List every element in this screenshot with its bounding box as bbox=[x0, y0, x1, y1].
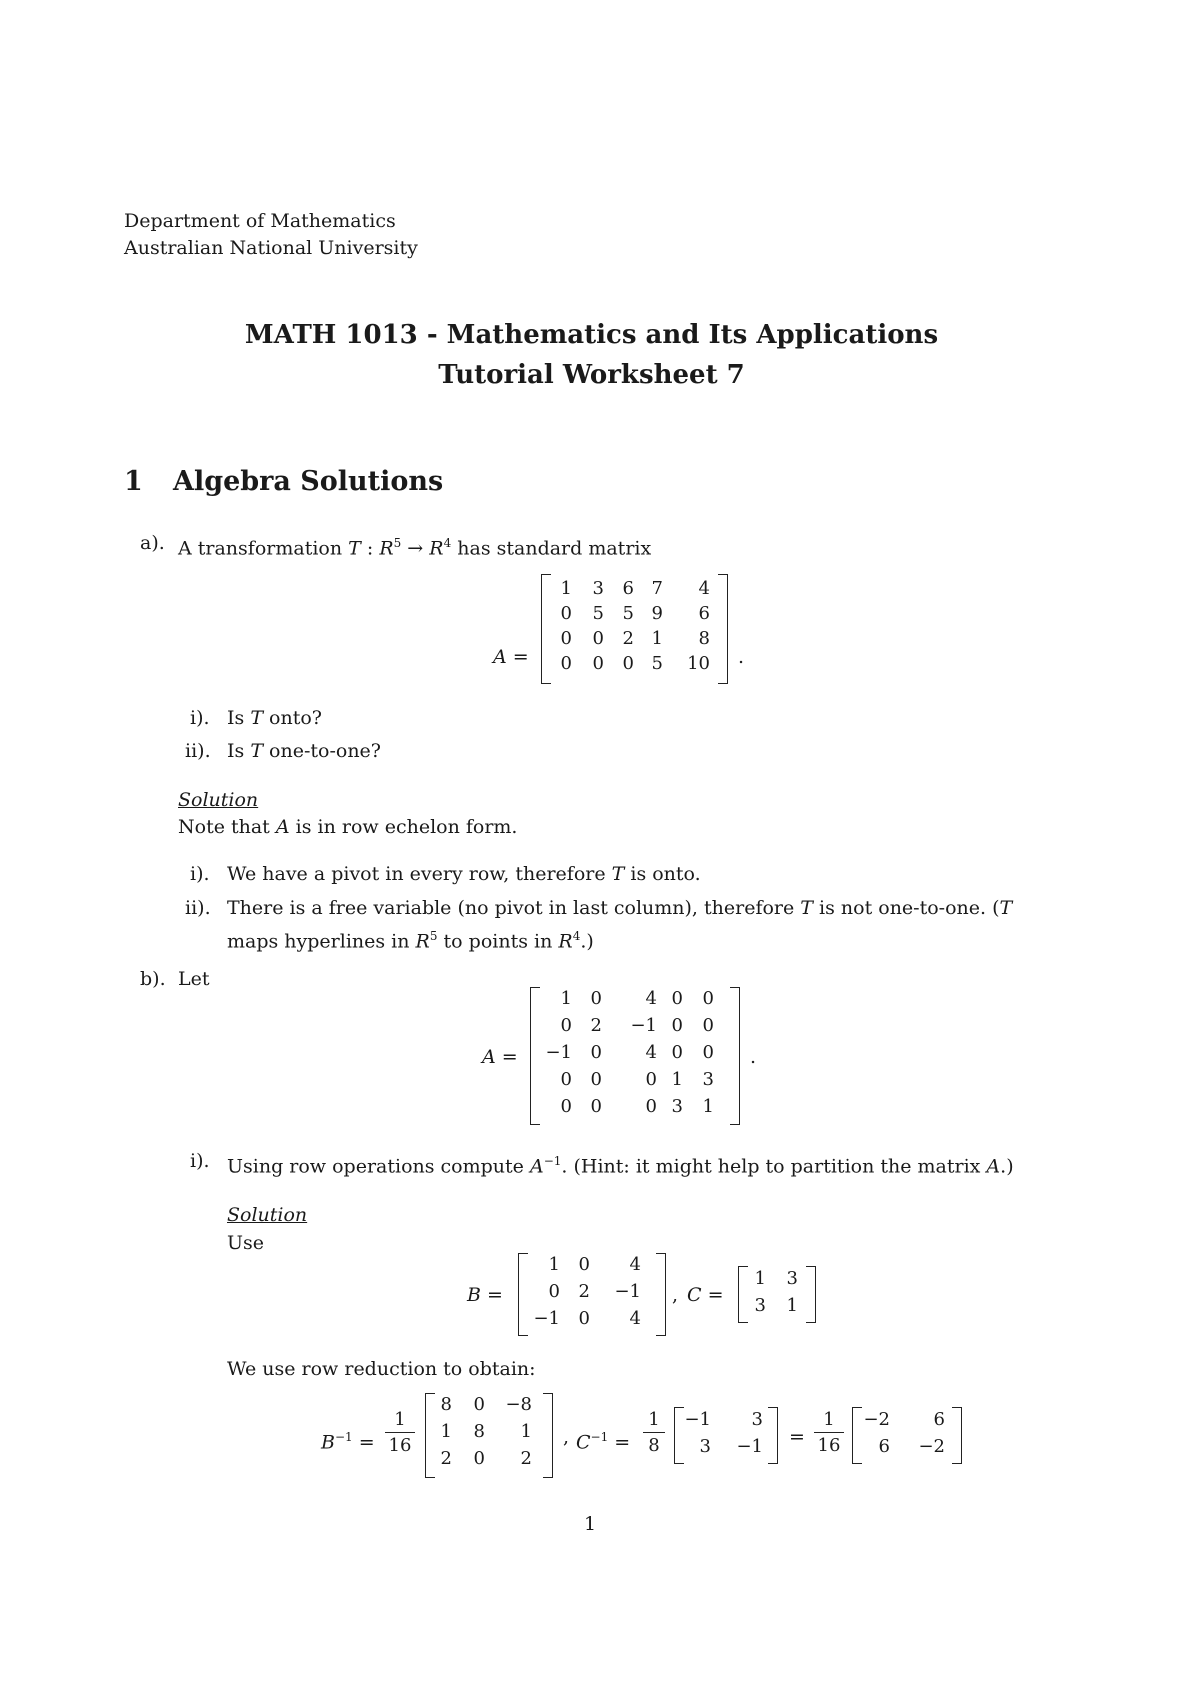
matrix-cell: −1 bbox=[614, 1281, 641, 1302]
matrix-cell: 0 bbox=[560, 1096, 572, 1117]
matrix-cell: 0 bbox=[702, 1042, 714, 1063]
matrix-cell: 1 bbox=[548, 1254, 560, 1275]
matrix-cell: 7 bbox=[651, 578, 663, 599]
matrix-Cinv2 bbox=[852, 1407, 962, 1464]
matrix-cell: 0 bbox=[590, 1042, 602, 1063]
matrix-cell: 3 bbox=[699, 1436, 711, 1457]
section-number: 1 bbox=[124, 466, 143, 497]
matrix-a-b bbox=[530, 987, 740, 1125]
matrix-cell: 0 bbox=[548, 1281, 560, 1302]
matrix-cell: 0 bbox=[592, 653, 604, 674]
row-reduction-text: We use row reduction to obtain: bbox=[227, 1358, 536, 1380]
matrix-cell: 4 bbox=[629, 1254, 641, 1275]
matrix-cell: 1 bbox=[754, 1268, 766, 1289]
question-b-i: Using row operations compute $A^{-1}$. (Hint: it might help to partition the matrix A.) bbox=[227, 1154, 1014, 1178]
matrix-cell: 0 bbox=[560, 1069, 572, 1090]
matrix-cell: 0 bbox=[590, 988, 602, 1009]
matrix-a-period: . bbox=[738, 646, 745, 668]
part-b-label: b). bbox=[140, 968, 166, 990]
matrix-cell: 0 bbox=[560, 1015, 572, 1036]
matrix-cell: 1 bbox=[702, 1096, 714, 1117]
matrix-cell: −1 bbox=[545, 1042, 572, 1063]
matrix-cell: 6 bbox=[622, 578, 634, 599]
part-a-label: a). bbox=[140, 532, 165, 554]
matrix-cell: 0 bbox=[671, 1015, 683, 1036]
matrix-cell: −2 bbox=[863, 1409, 890, 1430]
part-b-let: Let bbox=[178, 968, 210, 990]
university-name: Australian National University bbox=[124, 237, 418, 259]
comma: , bbox=[672, 1284, 679, 1306]
matrix-B bbox=[518, 1253, 666, 1336]
Cinv2-fraction: 1 16 bbox=[814, 1409, 844, 1456]
matrix-cell: 4 bbox=[645, 988, 657, 1009]
matrix-cell: −2 bbox=[918, 1436, 945, 1457]
matrix-cell: 0 bbox=[622, 653, 634, 674]
matrix-C-lhs: C = bbox=[687, 1284, 724, 1306]
matrix-cell: 3 bbox=[702, 1069, 714, 1090]
matrix-cell: 0 bbox=[578, 1308, 590, 1329]
matrix-cell: 0 bbox=[560, 628, 572, 649]
matrix-cell: −8 bbox=[505, 1394, 532, 1415]
matrix-cell: 1 bbox=[651, 628, 663, 649]
use-text: Use bbox=[227, 1232, 265, 1254]
matrix-cell: −1 bbox=[684, 1409, 711, 1430]
matrix-a-lhs: A = bbox=[493, 646, 529, 668]
section-title: Algebra Solutions bbox=[173, 466, 444, 497]
question-ii: Is T one-to-one? bbox=[227, 740, 381, 762]
matrix-cell: 0 bbox=[560, 603, 572, 624]
matrix-cell: 4 bbox=[629, 1308, 641, 1329]
department-name: Department of Mathematics bbox=[124, 210, 396, 232]
matrix-Cinv bbox=[674, 1407, 778, 1464]
matrix-cell: 0 bbox=[578, 1254, 590, 1275]
matrix-cell: 8 bbox=[698, 628, 710, 649]
matrix-Binv bbox=[425, 1393, 553, 1478]
right-bracket bbox=[952, 1407, 962, 1464]
matrix-cell: 0 bbox=[560, 653, 572, 674]
matrix-cell: 1 bbox=[560, 578, 572, 599]
question-ii-label: ii). bbox=[185, 740, 211, 762]
matrix-cell: 5 bbox=[592, 603, 604, 624]
matrix-cell: 3 bbox=[671, 1096, 683, 1117]
solution-heading-b: Solution bbox=[227, 1204, 308, 1226]
matrix-cell: 4 bbox=[645, 1042, 657, 1063]
right-bracket bbox=[730, 987, 740, 1125]
matrix-cell: 10 bbox=[687, 653, 710, 674]
part-a-intro: A transformation T : $R^5 \to R^4$ has standard matrix bbox=[178, 536, 652, 560]
matrix-cell: 0 bbox=[671, 988, 683, 1009]
matrix-cell: 2 bbox=[520, 1448, 532, 1469]
matrix-cell: 0 bbox=[592, 628, 604, 649]
page-number: 1 bbox=[584, 1513, 597, 1535]
matrix-B-lhs: B = bbox=[467, 1284, 503, 1306]
solution-ii-label: ii). bbox=[185, 897, 211, 919]
matrix-cell: 1 bbox=[560, 988, 572, 1009]
matrix-cell: 1 bbox=[786, 1295, 798, 1316]
right-bracket bbox=[768, 1407, 778, 1464]
matrix-cell: 1 bbox=[671, 1069, 683, 1090]
comma-2: , bbox=[563, 1426, 570, 1448]
matrix-cell: 9 bbox=[651, 603, 663, 624]
matrix-cell: 3 bbox=[754, 1295, 766, 1316]
question-i-label: i). bbox=[190, 707, 210, 729]
Cinv-lhs: $C^{-1}$ = bbox=[576, 1430, 631, 1454]
matrix-cell: 2 bbox=[622, 628, 634, 649]
solution-ii-cont: maps hyperlines in $R^5$ to points in $R^4$.) bbox=[227, 929, 594, 953]
matrix-cell: 6 bbox=[878, 1436, 890, 1457]
equals: = bbox=[789, 1426, 805, 1448]
matrix-cell: 0 bbox=[702, 1015, 714, 1036]
matrix-cell: 3 bbox=[786, 1268, 798, 1289]
matrix-cell: 2 bbox=[578, 1281, 590, 1302]
matrix-cell: −1 bbox=[630, 1015, 657, 1036]
matrix-cell: 0 bbox=[702, 988, 714, 1009]
matrix-cell: 2 bbox=[440, 1448, 452, 1469]
matrix-b-lhs: A = bbox=[482, 1046, 518, 1068]
matrix-cell: −1 bbox=[736, 1436, 763, 1457]
matrix-cell: 3 bbox=[751, 1409, 763, 1430]
right-bracket bbox=[656, 1253, 666, 1336]
right-bracket bbox=[543, 1393, 553, 1478]
solution-heading-a: Solution bbox=[178, 789, 259, 811]
course-title: MATH 1013 - Mathematics and Its Applications bbox=[244, 320, 939, 350]
matrix-cell: 0 bbox=[473, 1448, 485, 1469]
matrix-cell: 0 bbox=[473, 1394, 485, 1415]
matrix-cell: 0 bbox=[671, 1042, 683, 1063]
matrix-a bbox=[541, 574, 728, 684]
matrix-cell: 0 bbox=[590, 1069, 602, 1090]
worksheet-title: Tutorial Worksheet 7 bbox=[438, 360, 745, 390]
matrix-cell: 4 bbox=[698, 578, 710, 599]
solution-i-label: i). bbox=[190, 863, 210, 885]
matrix-cell: 0 bbox=[590, 1096, 602, 1117]
question-i: Is T onto? bbox=[227, 707, 322, 729]
note-row-echelon: Note that A is in row echelon form. bbox=[178, 816, 518, 838]
right-bracket bbox=[806, 1266, 816, 1323]
solution-ii: There is a free variable (no pivot in last column), therefore T is not one-to-one. (T bbox=[227, 897, 1013, 919]
matrix-cell: 1 bbox=[440, 1421, 452, 1442]
matrix-cell: 3 bbox=[592, 578, 604, 599]
matrix-cell: 1 bbox=[520, 1421, 532, 1442]
matrix-cell: 6 bbox=[698, 603, 710, 624]
matrix-cell: −1 bbox=[533, 1308, 560, 1329]
right-bracket bbox=[718, 574, 728, 684]
matrix-b-period: . bbox=[750, 1046, 757, 1068]
matrix-cell: 5 bbox=[651, 653, 663, 674]
matrix-cell: 0 bbox=[645, 1069, 657, 1090]
matrix-C bbox=[738, 1266, 816, 1323]
Binv-lhs: $B^{-1}$ = bbox=[321, 1430, 375, 1454]
matrix-cell: 8 bbox=[440, 1394, 452, 1415]
matrix-cell: 5 bbox=[622, 603, 634, 624]
Cinv-fraction: 1 8 bbox=[643, 1409, 665, 1456]
matrix-cell: 8 bbox=[473, 1421, 485, 1442]
question-b-i-label: i). bbox=[190, 1150, 210, 1172]
solution-i: We have a pivot in every row, therefore T is onto. bbox=[227, 863, 701, 885]
matrix-cell: 2 bbox=[590, 1015, 602, 1036]
Binv-fraction: 1 16 bbox=[385, 1409, 415, 1456]
matrix-cell: 6 bbox=[933, 1409, 945, 1430]
matrix-cell: 0 bbox=[645, 1096, 657, 1117]
